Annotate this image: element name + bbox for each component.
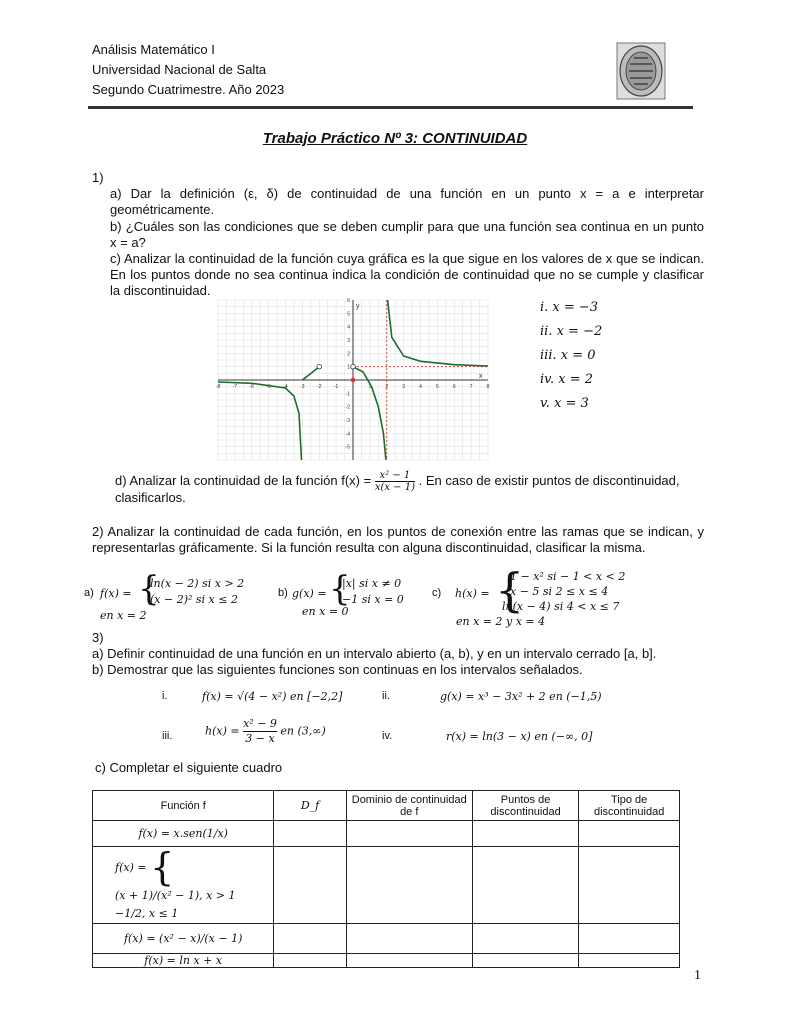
table-cell[interactable]: [346, 924, 472, 954]
ex1-d-line: [115, 470, 680, 493]
ex3-iv-label: iv.: [382, 730, 393, 742]
ex3-c-text: c) Completar el siguiente cuadro: [95, 760, 283, 775]
table-cell[interactable]: [274, 847, 346, 924]
ex3-iii-fraction: [243, 717, 277, 746]
ex2-a-label: a): [84, 587, 94, 599]
y-tick-label: -4: [345, 431, 350, 438]
ex1-d-fraction: [375, 470, 415, 493]
ex3-iii-pre: h(x) =: [205, 724, 240, 738]
ex2-c-row1: 1 − x² si − 1 < x < 2: [510, 570, 626, 583]
ex3-iv-fn: r(x) = ln(3 − x) en (−∞, 0]: [446, 730, 593, 743]
table-row: [93, 821, 680, 847]
table-cell-function: f(x) = ln x + x: [93, 954, 274, 968]
table-cell[interactable]: [579, 954, 680, 968]
table-cell[interactable]: [274, 821, 346, 847]
page-title: Trabajo Práctico Nº 3: CONTINUIDAD: [262, 130, 528, 147]
ex1-c-text: c) Analizar la continuidad de la función cuya gráfica es la que sigue en los valores de x que se indican. En los puntos donde no sea continua indica la condición de continuidad que no se cumple y clasificar la discontinuidad.: [110, 251, 704, 298]
table-cell[interactable]: [472, 924, 579, 954]
y-tick-label: 2: [347, 351, 350, 358]
ex3-iii-post: en (3,∞): [280, 724, 326, 738]
table-cell[interactable]: [579, 821, 680, 847]
ex2-c-fn: h(x) =: [455, 587, 490, 600]
ex2-a-fn: f(x) =: [100, 587, 132, 600]
x-tick-label: -6: [249, 384, 254, 390]
point-list: [540, 300, 602, 420]
table-row: [93, 847, 680, 924]
table-cell[interactable]: [472, 821, 579, 847]
ex1-d-denominator: x(x − 1): [374, 482, 415, 493]
row2-branch-b: −1/2, x ≤ 1: [115, 907, 179, 920]
ex3-iii-fn: [205, 717, 326, 746]
table-cell-function: [93, 847, 274, 924]
ex2-a-row1: ln(x − 2) si x > 2: [150, 577, 245, 590]
function-graph: [215, 298, 490, 460]
y-tick-label: 1: [347, 364, 350, 371]
x-tick-label: 3: [402, 384, 406, 390]
ex3-iii-denominator: 3 − x: [245, 732, 275, 745]
table-header-cell: Tipo de discontinuidad: [579, 791, 680, 821]
table-cell[interactable]: [274, 954, 346, 968]
point-item: v. x = 3: [540, 396, 589, 411]
table-cell[interactable]: [274, 924, 346, 954]
ex1-d-post: . En caso de existir puntos de discontinuidad,: [418, 472, 680, 488]
ex3-ii-fn: g(x) = x³ − 3x² + 2 en (−1,5): [440, 690, 602, 703]
brace-icon: {: [150, 845, 175, 889]
x-tick-label: 5: [435, 384, 439, 390]
ex1-number: 1): [92, 170, 104, 185]
x-tick-label: -5: [266, 384, 271, 390]
y-tick-label: -3: [345, 418, 350, 424]
ex2-a-en: en x = 2: [100, 609, 147, 622]
ex3-i-label: i.: [162, 690, 168, 702]
table-cell[interactable]: [346, 821, 472, 847]
table-cell[interactable]: [472, 847, 579, 924]
x-tick-label: 2: [385, 384, 389, 390]
continuity-table: [92, 790, 680, 968]
point-item: ii. x = −2: [540, 324, 603, 339]
x-tick-label: 4: [419, 384, 422, 390]
point-item: iii. x = 0: [540, 348, 596, 363]
row2-branch-a: (x + 1)/(x² − 1), x > 1: [115, 889, 236, 902]
ex3-number: 3): [92, 630, 104, 645]
ex3-ii-label: ii.: [382, 690, 390, 702]
ex1-b-text: b) ¿Cuáles son las condiciones que se deben cumplir para que una función sea continua en un punto x = a?: [110, 219, 704, 250]
ex2-c-label: c): [432, 587, 442, 599]
ex3-iii-numerator: x² − 9: [243, 717, 277, 730]
brace-icon: {: [495, 563, 525, 617]
y-tick-label: 5: [347, 311, 350, 318]
table-row: [93, 954, 680, 968]
closed-point: [351, 378, 356, 383]
table-cell[interactable]: [472, 954, 579, 968]
graph-curve: [215, 382, 302, 460]
open-point: [317, 364, 322, 369]
point-item: i. x = −3: [540, 300, 599, 315]
point-item: iv. x = 2: [540, 372, 593, 387]
header-divider: [88, 106, 693, 109]
table-cell[interactable]: [346, 847, 472, 924]
ex2-c-row3: ln(x − 4) si 4 < x ≤ 7: [502, 600, 620, 613]
header-semester: Segundo Cuatrimestre. Año 2023: [92, 82, 285, 97]
x-tick-label: -1: [333, 384, 339, 390]
table-cell-function: f(x) = x.sen(1/x): [93, 821, 274, 847]
ex1-d-pre: d) Analizar la continuidad de la función f(x) =: [115, 472, 372, 488]
ex2-c-row2: x − 5 si 2 ≤ x ≤ 4: [510, 585, 609, 598]
header-university: Universidad Nacional de Salta: [92, 62, 267, 77]
table-header-cell: Dominio de continuidad de f: [346, 791, 472, 821]
table-cell[interactable]: [579, 847, 680, 924]
x-tick-label: -4: [283, 384, 288, 390]
table-header-row: [93, 791, 680, 821]
y-tick-label: -5: [345, 444, 350, 451]
ex3-a-text: a) Definir continuidad de una función en un intervalo abierto (a, b), y en un intervalo cerrado [a, b].: [92, 646, 657, 661]
ex1-d-numerator: x² − 1: [375, 470, 415, 482]
ex1-d-end: clasificarlos.: [115, 490, 186, 505]
y-tick-label: 4: [347, 324, 350, 331]
table-header-cell: Función f: [93, 791, 274, 821]
y-axis-label: y: [356, 303, 360, 310]
header-course: Análisis Matemático I: [92, 42, 215, 57]
y-tick-label: 3: [347, 338, 350, 344]
graph-curve: [388, 300, 488, 366]
x-tick-label: -7: [232, 384, 238, 390]
x-tick-label: -2: [317, 384, 322, 390]
x-tick-label: -3: [300, 384, 305, 390]
table-cell-function: f(x) = (x² − x)/(x − 1): [93, 924, 274, 954]
graph-svg: [215, 298, 490, 460]
ex3-b-text: b) Demostrar que las siguientes funciones son continuas en los intervalos señalados.: [92, 662, 583, 677]
ex2-b-row2: −1 si x = 0: [342, 593, 404, 606]
x-tick-label: 8: [486, 384, 490, 390]
x-tick-label: 7: [469, 384, 473, 390]
ex1-a-text: a) Dar la definición (ε, δ) de continuidad de una función en un punto x = a e interpretar geométricamente.: [110, 186, 704, 217]
open-point: [351, 364, 356, 369]
brace-icon: {: [138, 569, 160, 609]
x-axis-label: x: [479, 373, 483, 380]
row2-branches: [115, 887, 236, 923]
table-cell[interactable]: [579, 924, 680, 954]
ex3-i-fn: f(x) = √(4 − x²) en [−2,2]: [202, 690, 343, 703]
university-seal-icon: [616, 42, 666, 100]
ex3-iii-label: iii.: [162, 730, 173, 742]
y-tick-label: 6: [347, 298, 350, 304]
row2-fn: f(x) =: [115, 860, 147, 874]
table-header-cell: Puntos de discontinuidad: [472, 791, 579, 821]
x-tick-label: 1: [368, 384, 372, 390]
x-tick-label: 6: [452, 384, 456, 390]
ex2-a-row2: (x − 2)² si x ≤ 2: [150, 593, 238, 606]
ex2-b-row1: |x| si x ≠ 0: [342, 577, 402, 590]
ex2-text: 2) Analizar la continuidad de cada función, en los puntos de conexión entre las ramas que se indican, y representarlas gráficamente. Si la función resulta con alguna discontinuidad, clasificar la misma.: [92, 524, 704, 555]
ex2-b-fn: g(x) =: [292, 587, 327, 600]
ex2-c-en: en x = 2 y x = 4: [456, 615, 546, 628]
ex2-b-label: b): [278, 587, 288, 599]
ex2-b-en: en x = 0: [302, 605, 349, 618]
table-row: [93, 924, 680, 954]
y-tick-label: -2: [345, 404, 350, 411]
table-header-cell: D_f: [274, 791, 346, 821]
x-tick-label: -8: [215, 384, 221, 390]
brace-icon: {: [329, 569, 351, 609]
y-tick-label: -1: [345, 391, 350, 398]
table-cell[interactable]: [346, 954, 472, 968]
page-number: 1: [694, 968, 701, 983]
